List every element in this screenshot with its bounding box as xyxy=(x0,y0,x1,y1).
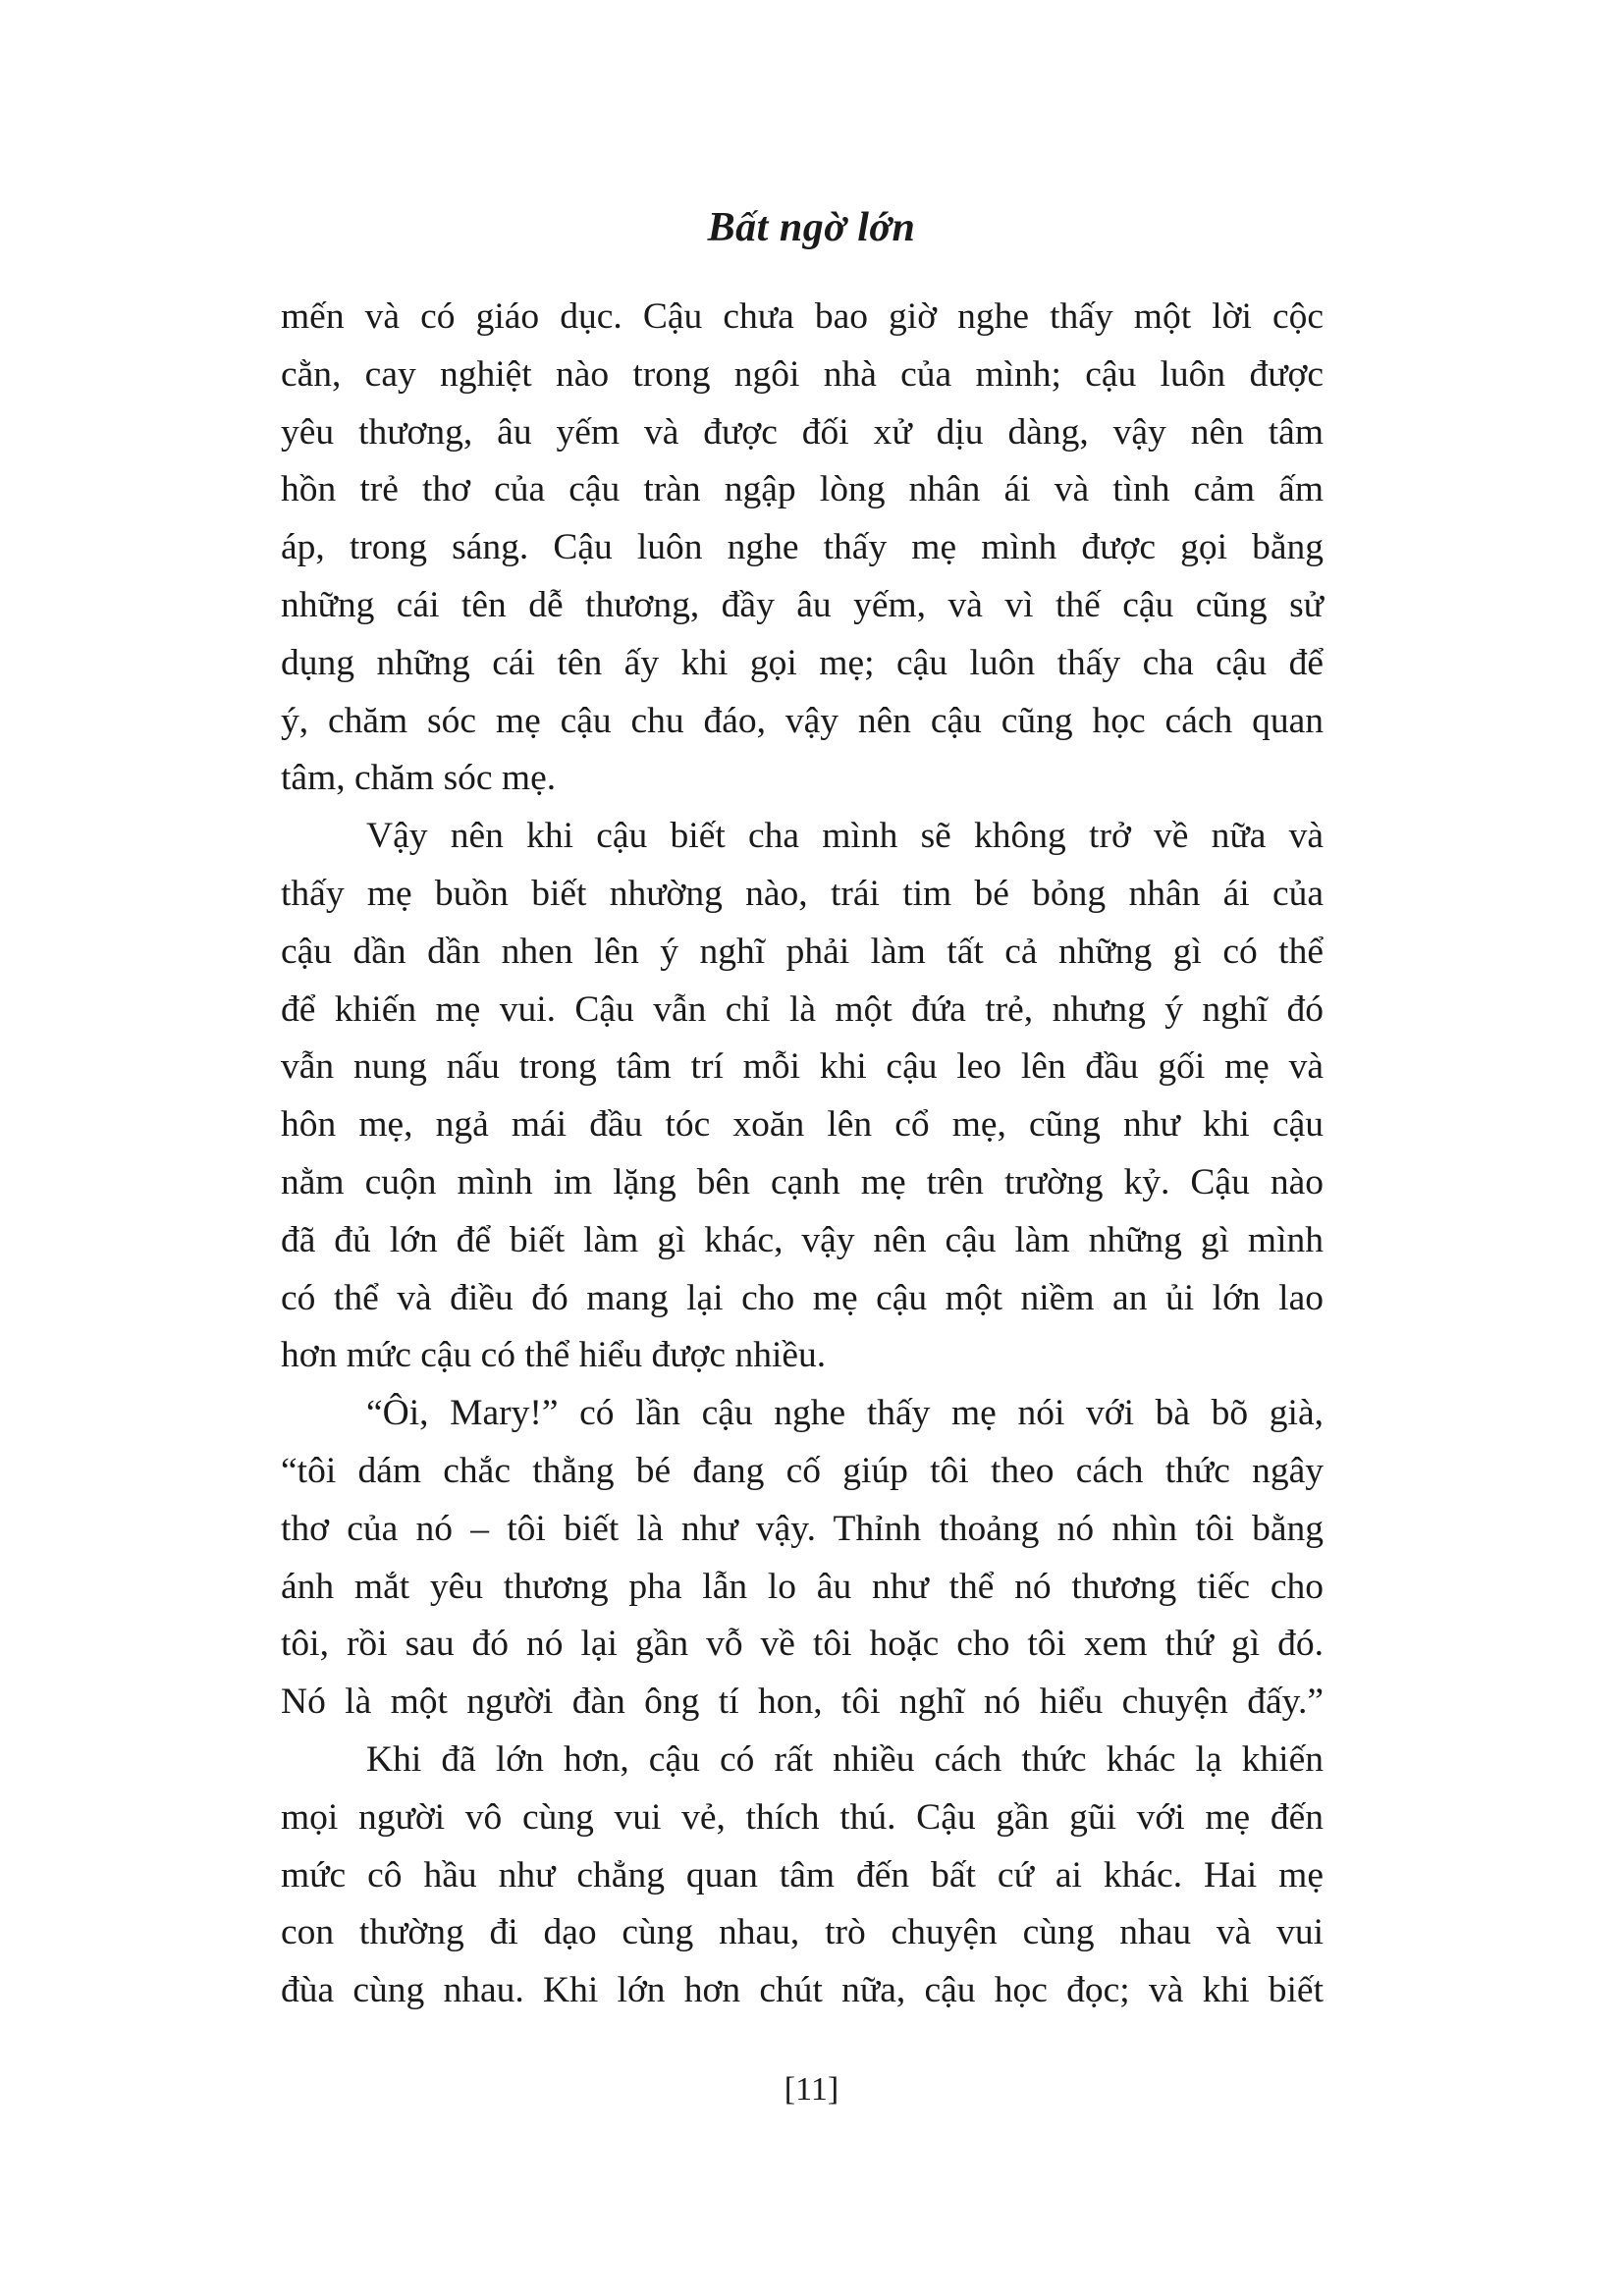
text-line: Nó là một người đàn ông tí hon, tôi nghĩ nó hiểu chuyện đấy.” xyxy=(281,1682,1324,1723)
page-number: [11] xyxy=(784,2071,839,2108)
text-line: những cái tên dễ thương, đầy âu yếm, và vì thế cậu cũng sử xyxy=(281,584,1324,625)
text-line: để khiến mẹ vui. Cậu vẫn chỉ là một đứa trẻ, nhưng ý nghĩ đó xyxy=(281,988,1324,1030)
text-line: cậu dần dần nhen lên ý nghĩ phải làm tất cả những gì có thể xyxy=(281,931,1324,972)
running-header-title: Bất ngờ lớn xyxy=(707,205,916,250)
body-text xyxy=(281,289,1324,2020)
text-line: thấy mẹ buồn biết nhường nào, trái tim bé bỏng nhân ái của xyxy=(281,873,1324,914)
text-line: ý, chăm sóc mẹ cậu chu đáo, vậy nên cậu cũng học cách quan xyxy=(281,700,1324,741)
text-line: hồn trẻ thơ của cậu tràn ngập lòng nhân ái và tình cảm ấm xyxy=(281,469,1324,510)
text-line: con thường đi dạo cùng nhau, trò chuyện cùng nhau và vui xyxy=(281,1912,1324,1953)
text-line: vẫn nung nấu trong tâm trí mỗi khi cậu leo lên đầu gối mẹ và xyxy=(281,1046,1324,1088)
text-line: mức cô hầu như chẳng quan tâm đến bất cứ ai khác. Hai mẹ xyxy=(281,1854,1324,1896)
text-line: “Ôi, Mary!” có lần cậu nghe thấy mẹ nói với bà bõ già, xyxy=(366,1393,1324,1434)
text-line: “tôi dám chắc thằng bé đang cố giúp tôi theo cách thức ngây xyxy=(281,1450,1324,1491)
text-line: Khi đã lớn hơn, cậu có rất nhiều cách thức khác lạ khiến xyxy=(366,1738,1324,1780)
text-line: tôi, rồi sau đó nó lại gần vỗ về tôi hoặc cho tôi xem thứ gì đó. xyxy=(281,1624,1324,1665)
text-line: Vậy nên khi cậu biết cha mình sẽ không trở về nữa và xyxy=(366,816,1324,857)
text-line: mến và có giáo dục. Cậu chưa bao giờ nghe thấy một lời cộc xyxy=(281,296,1324,337)
text-line: dụng những cái tên ấy khi gọi mẹ; cậu luôn thấy cha cậu để xyxy=(281,642,1324,683)
text-line: yêu thương, âu yếm và được đối xử dịu dàng, vậy nên tâm xyxy=(281,411,1324,453)
text-line: áp, trong sáng. Cậu luôn nghe thấy mẹ mình được gọi bằng xyxy=(281,527,1324,568)
text-line: cằn, cay nghiệt nào trong ngôi nhà của mình; cậu luôn được xyxy=(281,353,1324,395)
text-line: hôn mẹ, ngả mái đầu tóc xoăn lên cổ mẹ, cũng như khi cậu xyxy=(281,1104,1324,1146)
text-line: ánh mắt yêu thương pha lẫn lo âu như thể nó thương tiếc cho xyxy=(281,1566,1324,1607)
text-line: thơ của nó – tôi biết là như vậy. Thỉnh thoảng nó nhìn tôi bằng xyxy=(281,1508,1324,1549)
text-line: tâm, chăm sóc mẹ. xyxy=(281,758,557,799)
text-line: đùa cùng nhau. Khi lớn hơn chút nữa, cậu học đọc; và khi biết xyxy=(281,1970,1324,2011)
text-line: hơn mức cậu có thể hiểu được nhiều. xyxy=(281,1335,827,1376)
text-line: đã đủ lớn để biết làm gì khác, vậy nên cậu làm những gì mình xyxy=(281,1219,1324,1260)
text-line: nằm cuộn mình im lặng bên cạnh mẹ trên trường kỷ. Cậu nào xyxy=(281,1161,1324,1202)
text-line: có thể và điều đó mang lại cho mẹ cậu một niềm an ủi lớn lao xyxy=(281,1277,1324,1318)
text-line: mọi người vô cùng vui vẻ, thích thú. Cậu gần gũi với mẹ đến xyxy=(281,1796,1324,1838)
